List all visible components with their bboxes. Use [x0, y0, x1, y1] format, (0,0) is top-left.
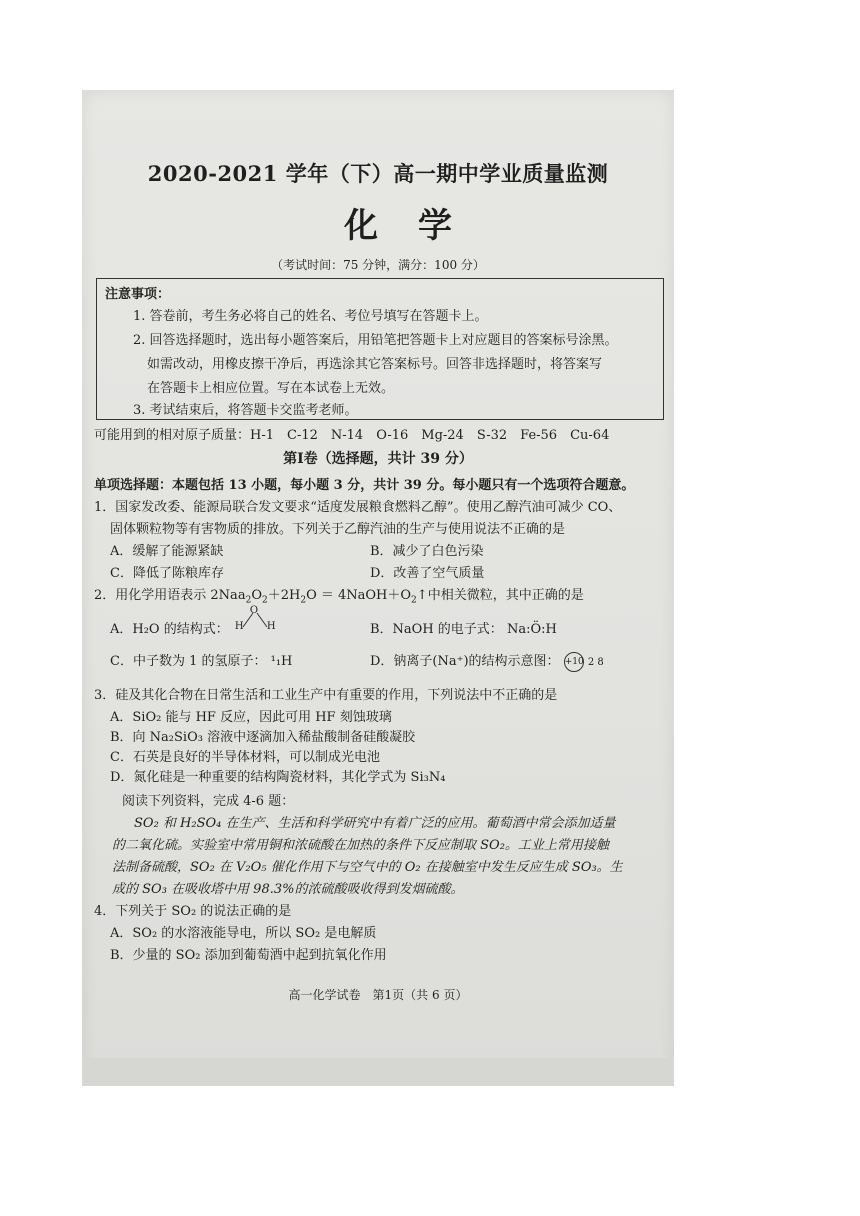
note-item: 在答题卡上相应位置。写在本试卷上无效。	[147, 381, 395, 396]
water-structure-icon	[233, 604, 276, 641]
q3-option-d: D．氮化硅是一种重要的结构陶瓷材料，其化学式为 Si₃N₄	[110, 770, 446, 785]
q4-option-b: B．少量的 SO₂ 添加到葡萄酒中起到抗氧化作用	[110, 948, 387, 963]
page-footer: 高一化学试卷 第1页（共 6 页）	[288, 988, 468, 1002]
exam-page-photo	[82, 90, 674, 1086]
q3-option-c: C．石英是良好的半导体材料，可以制成光电池	[110, 750, 380, 765]
note-item: 3. 考试结束后，将答题卡交监考老师。	[133, 403, 358, 418]
notes-box	[96, 278, 664, 420]
sodium-ion-nucleus-icon: +10	[564, 652, 584, 672]
section-instruction: 单项选择题：本题包括 13 小题，每小题 3 分，共计 39 分。每小题只有一个选项符合题意。	[94, 478, 635, 493]
q2-option-c-label: C．中子数为 1 的氢原子：	[110, 654, 267, 669]
q1-option-b: B．减少了白色污染	[370, 544, 484, 559]
water-h-left: H	[234, 620, 244, 632]
photo-bottom-band	[82, 1058, 674, 1086]
q1-stem-2: 固体颗粒物等有害物质的排放。下列关于乙醇汽油的生产与使用说法不正确的是	[110, 522, 566, 537]
q2-stem-pre: 2．用化学用语表示 2Na	[94, 588, 238, 603]
q2-option-b	[370, 618, 557, 637]
q2-stem	[94, 584, 584, 606]
q3-option-a: A．SiO₂ 能与 HF 反应，因此可用 HF 刻蚀玻璃	[110, 710, 392, 725]
notes-title: 注意事项：	[105, 287, 171, 302]
reading-paragraph: SO₂ 和 H₂SO₄ 在生产、生活和科学研究中有着广泛的应用。葡萄酒中常会添加适量	[134, 816, 616, 831]
q2-option-d-label: D．钠离子(Na⁺)的结构示意图：	[370, 654, 560, 669]
q2-option-c	[110, 650, 292, 669]
q2-option-a	[110, 604, 276, 641]
atomic-masses: 可能用到的相对原子质量：H-1 C-12 N-14 O-16 Mg-24 S-32 Fe-56 Cu-64	[94, 428, 610, 443]
exam-info: （考试时间：75 分钟，满分：100 分）	[271, 258, 485, 272]
q4-option-a: A．SO₂ 的水溶液能导电，所以 SO₂ 是电解质	[110, 926, 377, 941]
q3-stem: 3．硅及其化合物在日常生活和工业生产中有重要的作用，下列说法中不正确的是	[94, 688, 558, 703]
subject-title: 化学	[344, 206, 492, 246]
naoh-electron-formula: Na:Ö:H	[506, 622, 557, 637]
q1-stem: 1．国家发改委、能源局联合发文要求“适度发展粮食燃料乙醇”。使用乙醇汽油可减少 CO、	[94, 500, 622, 515]
note-item: 如需改动，用橡皮擦干净后，再选涂其它答案标号。回答非选择题时，将答案写	[147, 357, 603, 372]
q4-stem: 4．下列关于 SO₂ 的说法正确的是	[94, 904, 292, 919]
q1-option-a: A．缓解了能源紧缺	[110, 544, 224, 559]
reading-paragraph: 的二氧化硫。实验室中常用铜和浓硫酸在加热的条件下反应制取 SO₂。工业上常用接触	[112, 838, 609, 853]
q3-option-b: B．向 Na₂SiO₃ 溶液中逐滴加入稀盐酸制备硅酸凝胶	[110, 730, 416, 745]
water-h-right: H	[266, 620, 276, 632]
note-item: 2. 回答选择题时，选出每小题答案后，用铅笔把答题卡上对应题目的答案标号涂黑。	[133, 333, 618, 348]
sodium-ion-shells: 2 8	[587, 657, 604, 668]
water-o: O	[249, 604, 259, 616]
q1-option-d: D．改善了空气质量	[370, 566, 485, 581]
q2-stem-post: 中相关微粒，其中正确的是	[427, 588, 584, 603]
q2-equation: $a_2O_2+2H_2O$ ＝ $4NaOH+O_2↑$	[237, 588, 428, 606]
q2-option-d	[370, 650, 604, 672]
q2-option-b-label: B．NaOH 的电子式：	[370, 622, 503, 637]
hydrogen-isotope-symbol: ¹₁H	[270, 654, 293, 669]
exam-title: 2020-2021 学年（下）高一期中学业质量监测	[147, 161, 609, 186]
note-item: 1. 答卷前，考生务必将自己的姓名、考位号填写在答题卡上。	[133, 309, 488, 324]
reading-paragraph: 法制备硫酸，SO₂ 在 V₂O₅ 催化作用下与空气中的 O₂ 在接触室中发生反应生成 SO₃。生	[112, 860, 623, 875]
q2-option-a-label: A．H₂O 的结构式：	[110, 622, 229, 637]
section-title: 第Ⅰ卷（选择题，共计 39 分）	[283, 451, 473, 467]
reading-paragraph: 成的 SO₃ 在吸收塔中用 98.3%的浓硫酸吸收得到发烟硫酸。	[112, 882, 464, 897]
reading-intro: 阅读下列资料，完成 4-6 题：	[122, 794, 295, 809]
q1-option-c: C．降低了陈粮库存	[110, 566, 224, 581]
